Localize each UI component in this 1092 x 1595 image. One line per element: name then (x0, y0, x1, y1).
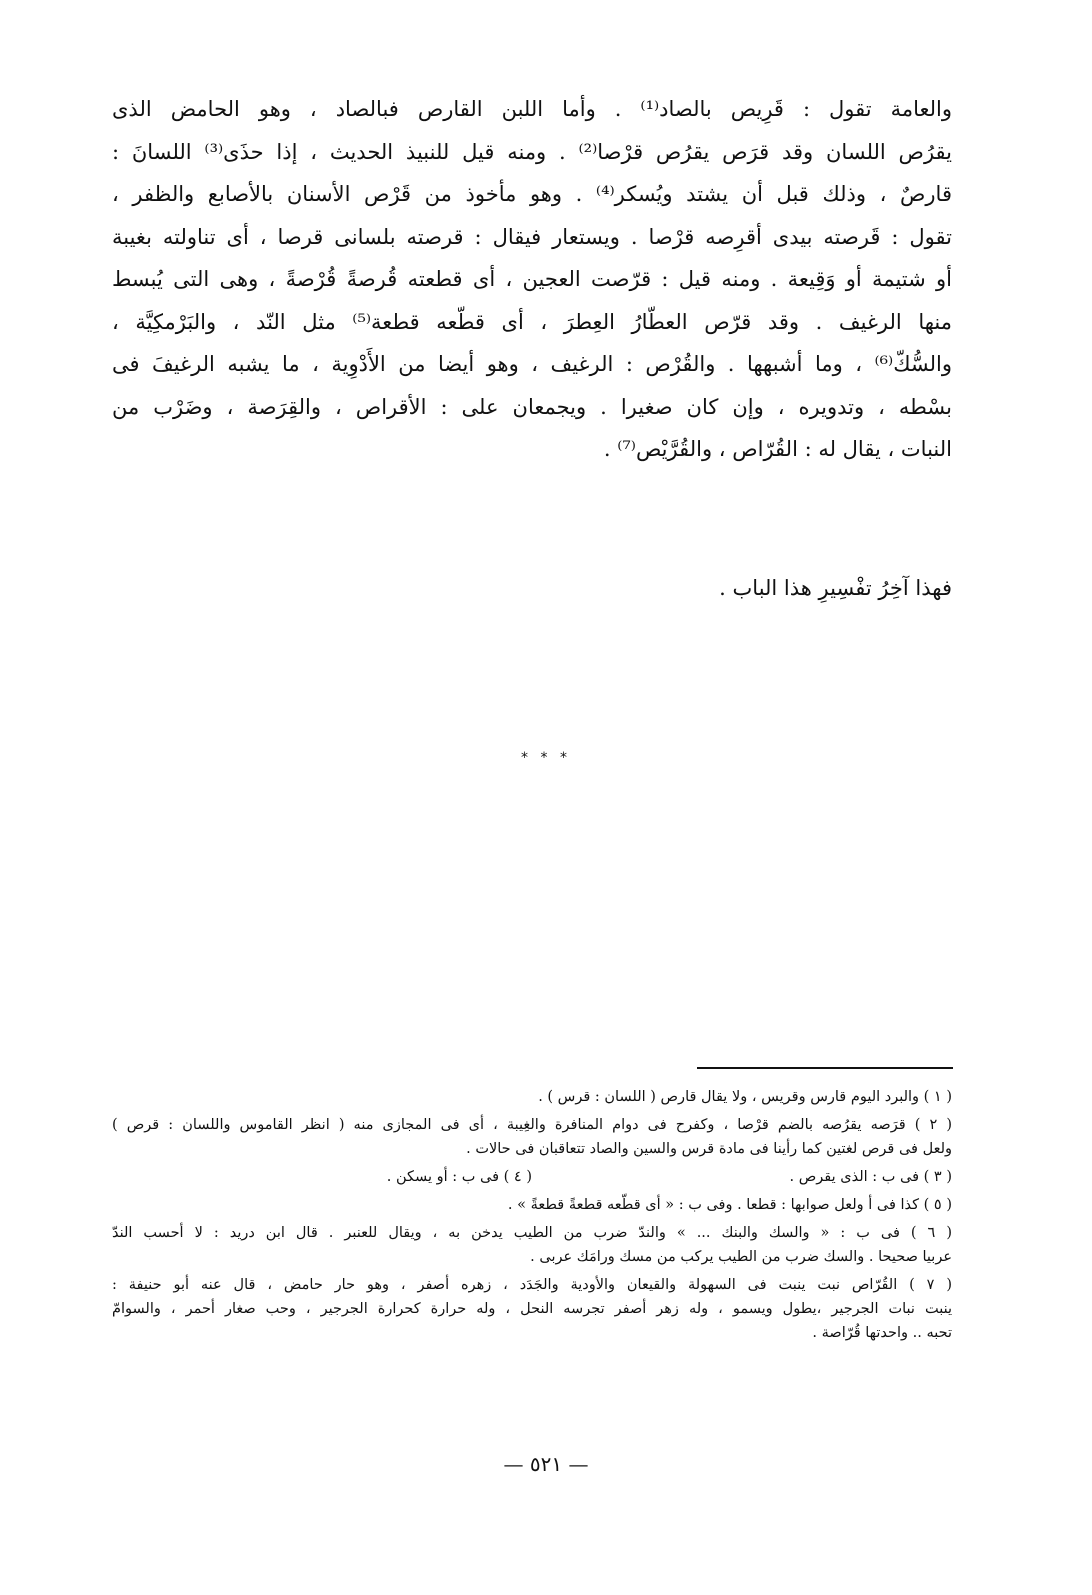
footnote-divider (697, 1067, 953, 1069)
footnote-2-line-2: ولعل فى قرص لغتين كما رأينا فى مادة قرس والسين والصاد تتعاقبان فى حالات . (466, 1141, 952, 1157)
footnote-7-line-1: ( ٧ ) القُرّاص نبت ينبت فى السهولة والقيعان والأودية والجَدَد ، زهره أصفر ، وهو حار حامض ، قال عنه أبو حنيفة : (112, 1277, 952, 1293)
footnote-3-4-row (112, 1165, 952, 1189)
footnote-7-line-2: ينبت نبات الجرجير ،يطول ويسمو ، وله زهر أصفر تجرسه النحل ، وله حرارة كحرارة الجرجير ، وحب صغار أحمر ، والسوامّ (112, 1301, 952, 1317)
text-line-3: قارصٌ ، وذلك قبل أن يشتد ويُسكر⁽⁴⁾ . وهو مأخوذ من قَرْص الأسنان بالأصابع والظفر ، (112, 182, 952, 206)
footnote-5: ( ٥ ) كذا فى أ ولعل صوابها : قطعا . وفى ب : « أى قطّعه قطعةً قطعةً » . (507, 1197, 952, 1213)
footnotes (112, 1085, 952, 1345)
footnote-6-line-2: عربيا صحيحا . والسك ضرب من الطيب يركب من مسك ورامَك عربى . (530, 1249, 952, 1265)
footnote-4: ( ٤ ) فى ب : أو يسكن . (386, 1169, 532, 1185)
text-line-6: منها الرغيف . وقد قرّص العطّارُ العِطرَ ، أى قطّعه قطعة⁽⁵⁾ مثل النّد ، والبَرْمكِيَّة ، (112, 309, 952, 334)
footnote-3: ( ٣ ) فى ب : الذى يقرص . (789, 1169, 952, 1185)
footnote-2-line-1: ( ٢ ) قرَصه يقرُصه بالضم قرْصا ، وكفرح فى دوام المنافرة والغِيبة ، أى فى المجازى منه ( انظر القاموس واللسان : قرص ) (112, 1117, 952, 1133)
main-text (112, 88, 952, 471)
footnote-7-line-3: تحبه .. واحدتها قُرّاصة . (812, 1325, 952, 1341)
page-number: — ٥٢١ — (503, 1452, 589, 1476)
text-line-1: والعامة تقول : قَرِيص بالصاد⁽¹⁾ . وأما اللبن القارص فبالصاد ، وهو الحامض الذى (112, 97, 952, 121)
footnote-6-line-1: ( ٦ ) فى ب : « والسك والبنك ... » والندّ ضرب من الطيب يدخن به ، ويقال للعنبر . قال ابن دريد : لا أحسب الندّ (112, 1225, 952, 1241)
text-line-5: أو شتيمة أو وَقِيعة . ومنه قيل : قرّصت العجين ، أى قطعته قُرصةً قُرْصةً ، وهى التى يُبسط (112, 267, 952, 291)
text-line-9: النبات ، يقال له : القُرّاص ، والقُرَّيْص⁽⁷⁾ . (603, 437, 952, 461)
text-line-2: يقرُص اللسان وقد قرَص يقرُص قرْصا⁽²⁾ . ومنه قيل للنبيذ الحديث ، إذا حذَى⁽³⁾ اللسانَ : (112, 139, 952, 164)
text-line-8: بسْطه ، وتدويره ، وإن كان صغيرا . ويجمعان على : الأقراص ، والقِرَصة ، وضَرْب من (112, 394, 952, 419)
footnote-1: ( ١ ) والبرد اليوم قارس وقريس ، ولا يقال قارص ( اللسان : قرس ) . (538, 1089, 952, 1105)
text-line-4: تقول : قَرصته بيدى أقرِصه قرْصا . ويستعار فيقال : قرصته بلسانى قرصا ، أى تناولته بغيبة (112, 224, 952, 249)
section-separator: * * * (521, 750, 571, 766)
closing-line: فهذا آخِرُ تفْسِيرِ هذا الباب . (719, 576, 952, 600)
text-line-7: والسُّكّ⁽⁶⁾ ، وما أشبهها . والقُرْص : الرغيف ، وهو أيضا من الأَدْوِية ، ما يشبه الرغيفَ فى (112, 352, 952, 376)
